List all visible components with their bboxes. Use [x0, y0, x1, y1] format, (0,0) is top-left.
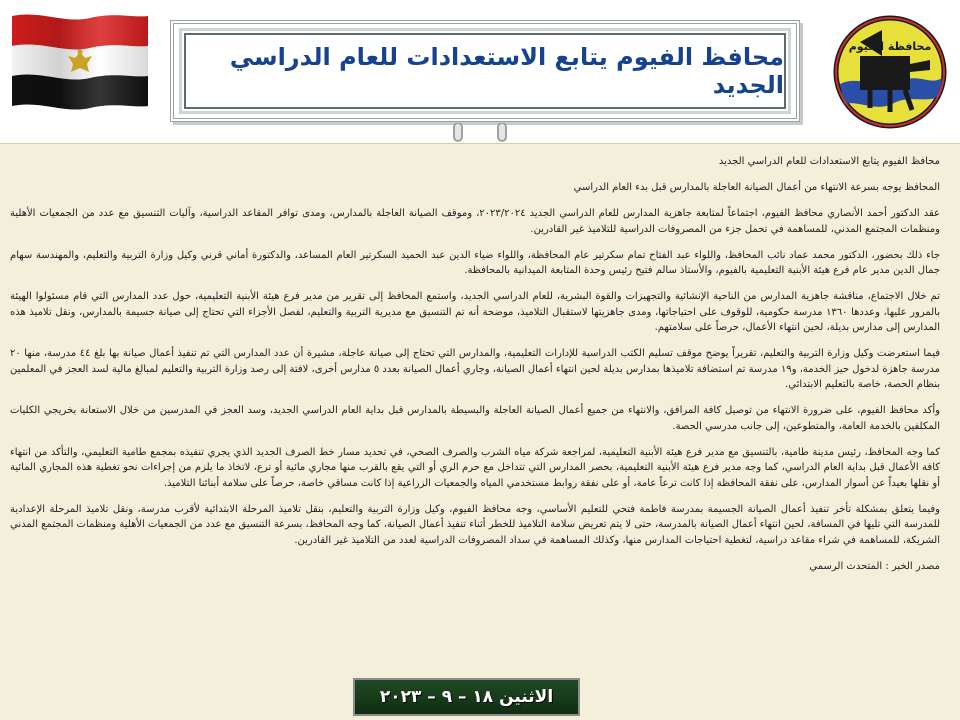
article-paragraph: فيما استعرضت وكيل وزارة التربية والتعليم، تقريراً يوضح موقف تسليم الكتب الدراسية للإدارات التعليمية، والمدارس التي تحتاج إلى صيانة عاجلة، مشيرة أن عدد المدارس التي تم تنفيذ أعمال صيانة بها بلغ ٤٤ مدرسة، منها ٢٠ مدرسة جاهزة لدخول حيز الخدمة، و١٩ مدرسة تم استضافة تلاميذها بمدارس بديلة لحين انتهاء أعمال الصيانة، وجاري أعمال الصيانة بعدد ٥ مدارس أخرى، لافتة إلى رصد وزارة التربية والتعليم لمبالغ مالية لسد العجز في المعلمين بنظام الحصة، خاصة بالتعليم الابتدائي. [10, 348, 940, 390]
date-badge [353, 678, 580, 716]
article-paragraph: وفيما يتعلق بمشكلة تأخر تنفيذ أعمال الصيانة الجسيمة بمدرسة فاطمة فتحي للتعليم الأساسي، وجه محافظ الفيوم، وكيل وزارة التربية والتعليم، بنقل تلاميذ المرحلة الابتدائية لأقرب مدرسة، ونقل تلاميذ المرحلة الإعدادية للمدرسة التي تليها في المسافة، لحين انتهاء أعمال الصيانة بالمدرسة، حتى لا يتم تعريض سلامة التلاميذ للخطر أثناء تنفيذ أعمال الصيانة، كما وجه المحافظ، بسرعة التنسيق مع عدد من الجمعيات الأهلية ومنظمات المجتمع المدني الشريكة، للمساهمة في شراء مقاعد دراسية، لتغطية احتياجات المدارس منها، وكذلك المساهمة في سداد المصروفات الدراسية لعدد من التلاميذ غير القادرين. [10, 503, 940, 546]
article-body [10, 154, 940, 585]
article-source: مصدر الخبر : المتحدث الرسمي [809, 560, 940, 572]
article-headline: محافظ الفيوم يتابع الاستعدادات للعام الدراسي الجديد [718, 156, 940, 167]
article-paragraph: تم خلال الاجتماع، مناقشة جاهزية المدارس من الناحية الإنشائية والتجهيزات والقوة البشرية، للعام الدراسي الجديد، واستمع المحافظ إلى تقرير من مدير فرع هيئة الأبنية التعليمية، حول عدد المدارس التي قام مسئولوا الهيئة بالمرور عليها، وعددها ١٣٦٠ مدرسة حكومية، للوقوف على احتياجاتها، ومدى جاهزيتها لاستقبال التلاميذ، موضحة أنه تم التنسيق مع مديرية التربية والتعليم، لفصل الأجزاء التي تحتاج إلى صيانة جسيمة بالمدارس، ونقل تلاميذ هذه المدارس إلى مدارس بديلة، لحين انتهاء الأعمال، حرصاً على سلامتهم. [10, 291, 940, 333]
fayoum-governorate-logo [830, 12, 950, 130]
article-paragraph: وأكد محافظ الفيوم، على ضرورة الانتهاء من توصيل كافة المرافق، والانتهاء من جميع أعمال الصيانة العاجلة والبسيطة بالمدارس قبل بداية العام الدراسي الجديد، وسد العجز في المدرسين من خلال الاستعانة بخريجي الكليات المكلفين بالخدمة العامة، والمتطوعين، إلى جانب مدرسي الحصة. [10, 405, 940, 432]
egypt-flag-icon [10, 10, 150, 110]
article-subheadline: المحافظ يوجه بسرعة الانتهاء من أعمال الصيانة العاجلة بالمدارس قبل بدء العام الدراسي [573, 182, 940, 193]
frame-ornament-icon [440, 123, 520, 145]
article-panel [0, 143, 960, 720]
logo-text: محافظة الفيوم [848, 40, 932, 53]
article-paragraph: عقد الدكتور أحمد الأنصاري محافظ الفيوم، اجتماعاً لمتابعة جاهزية المدارس للعام الدراسي الجديد ٢٠٢٣/٢٠٢٤، وموقف الصيانة العاجلة بالمدارس، ومدى توافر المقاعد الدراسية، وآليات التنسيق مع عدد من الجمعيات الأهلية ومنظمات المجتمع المدني، للمساهمة في تحمل جزء من المصروفات الدراسية للتلاميذ غير القادرين. [10, 208, 940, 235]
article-paragraph: كما وجه المحافظ، رئيس مدينة طامية، بالتنسيق مع مدير فرع هيئة الأبنية التعليمية، لمراجعة شركة مياه الشرب والصرف الصحي، في تحديد مسار خط الصرف الجديد الذي يجري تنفيذه بمجمع طامية التعليمي، والتأكد من انتهاء كافة الأعمال قبل بداية العام الدراسي، كما وجه مدير فرع هيئة الأبنية التعليمية، بحصر المدارس التي تتداخل مع حرم الري أو التي يقع بالقرب منها مجاري مائية أو ترع، لاتخاذ ما يلزم من إجراءات نحو تغطية هذه المجاري المائية أو نقلها بعيداً عن أسوار المدارس، على نفقة المحافظة إذا كانت ترعاً عامة، أو على نفقة روابط مستخدمي المياه والجمعيات الزراعية إذا كانت مساقي خاصة، حرصاً على سلامة أبنائنا التلاميذ. [10, 446, 940, 489]
page-title: محافظ الفيوم يتابع الاستعدادات للعام الدراسي الجديد [229, 43, 784, 99]
date-text: الاثنين ١٨ – ٩ – ٢٠٢٣ [379, 687, 554, 707]
title-panel [184, 33, 786, 109]
header [0, 0, 960, 143]
article-paragraph: جاء ذلك بحضور، الدكتور محمد عماد نائب المحافظ، واللواء عبد الفتاح تمام سكرتير عام المحافظة، واللواء ضياء الدين عبد الحميد السكرتير العام المساعد، والدكتورة أماني قرني وكيل وزارة التربية والتعليم، والمهندسة سهام جمال الدين مدير عام فرع هيئة الأبنية التعليمية بالفيوم، والأستاذ سالم فتيح رئيس وحدة المتابعة الميدانية بالمحافظة. [10, 249, 940, 276]
title-frame [170, 20, 800, 122]
